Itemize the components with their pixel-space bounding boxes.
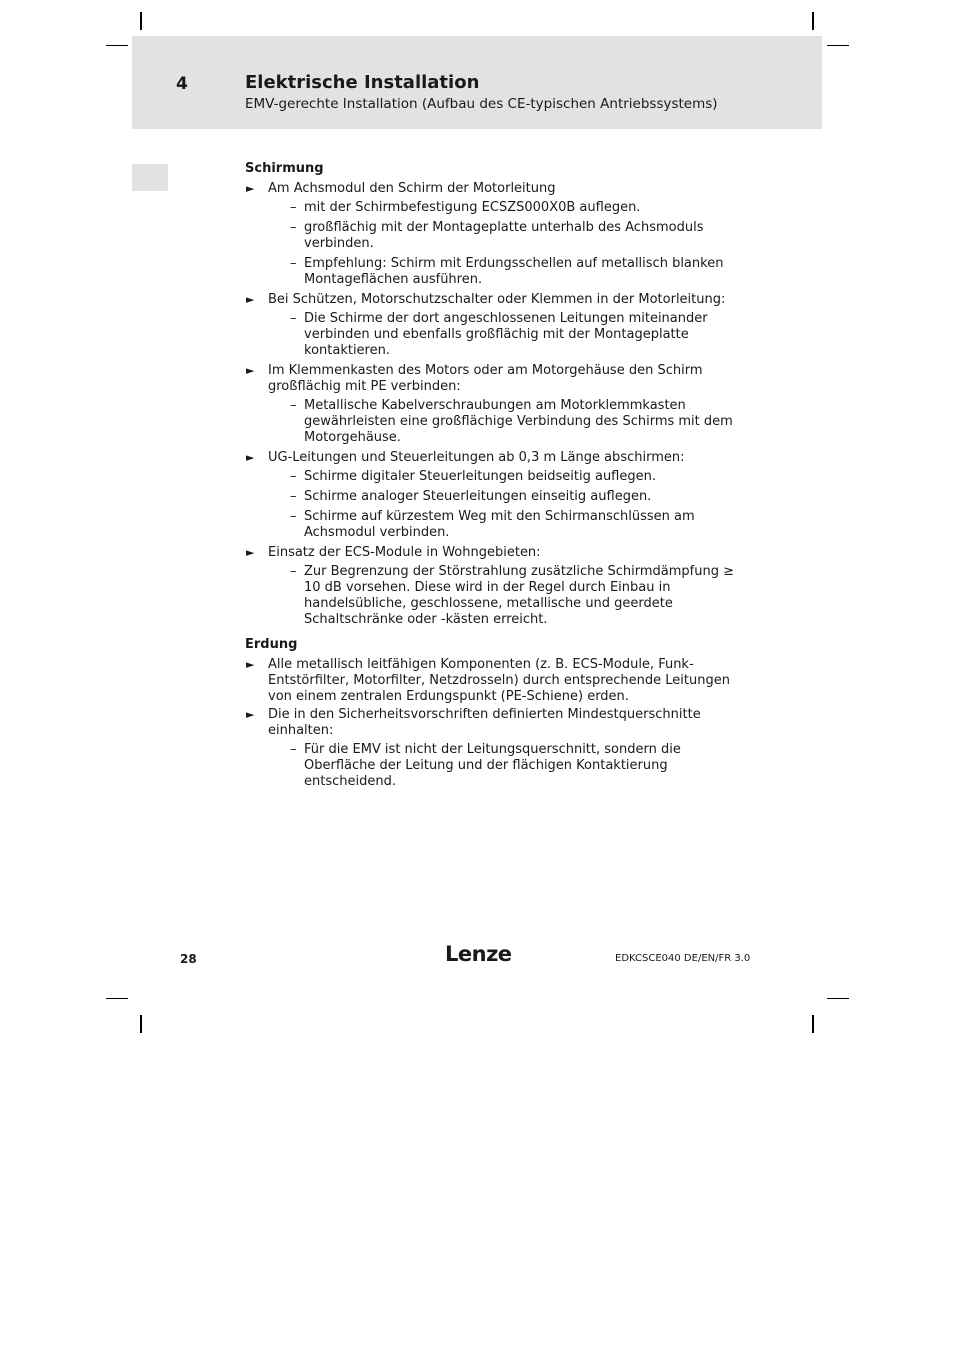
crop-mark-top-left-v: [140, 12, 142, 30]
crop-mark-top-left-h: [106, 45, 128, 46]
section-erdung: [245, 637, 740, 790]
page-content: [245, 161, 740, 794]
sub-list: [268, 200, 740, 288]
list-item: [245, 707, 740, 790]
bullet-list: [245, 181, 740, 628]
sub-list: [268, 398, 740, 446]
section-heading: Erdung: [245, 637, 298, 652]
bullet-arrow-icon: ►: [246, 658, 255, 671]
dash-icon: –: [290, 220, 297, 235]
dash-icon: –: [290, 398, 297, 413]
sub-list-item: [268, 398, 740, 446]
bullet-text: Am Achsmodul den Schirm der Motorleitung: [268, 181, 556, 196]
bullet-text: UG-Leitungen und Steuerleitungen ab 0,3 m Länge abschirmen:: [268, 450, 685, 465]
sub-item-text: Zur Begrenzung der Störstrahlung zusätzliche Schirmdämpfung ≥ 10 dB vorsehen. Diese wird in der Regel durch Einbau in handelsübliche, geschlossene, metallische und geerdete Schaltschränke oder -kästen erreicht.: [304, 564, 735, 627]
sub-item-text: Metallische Kabelverschraubungen am Motorklemmkasten gewährleisten eine großflächige Verbindung des Schirms mit dem Motorgehäuse.: [304, 398, 733, 445]
bullet-list: [245, 657, 740, 790]
list-item: [245, 181, 740, 288]
crop-mark-bottom-right-h: [827, 998, 849, 999]
sub-item-text: Die Schirme der dort angeschlossenen Leitungen miteinander verbinden und ebenfalls großflächig mit der Montageplatte kontaktieren.: [304, 311, 708, 358]
bullet-arrow-icon: ►: [246, 364, 255, 377]
list-item: [245, 292, 740, 359]
bullet-arrow-icon: ►: [246, 708, 255, 721]
sub-list-item: [268, 311, 740, 359]
crop-mark-bottom-right-v: [812, 1015, 814, 1033]
dash-icon: –: [290, 256, 297, 271]
list-item: [245, 450, 740, 541]
document-code: EDKCSCE040 DE/EN/FR 3.0: [615, 953, 751, 964]
sub-list-item: [268, 200, 740, 216]
sub-list: [268, 564, 740, 628]
sub-item-text: Schirme analoger Steuerleitungen einseitig auflegen.: [304, 489, 652, 504]
bullet-arrow-icon: ►: [246, 546, 255, 559]
sub-item-text: Empfehlung: Schirm mit Erdungsschellen auf metallisch blanken Montageflächen ausführen.: [304, 256, 724, 287]
sub-item-text: mit der Schirmbefestigung ECSZS000X0B auflegen.: [304, 200, 641, 215]
dash-icon: –: [290, 200, 297, 215]
sub-list: [268, 311, 740, 359]
list-item: [245, 363, 740, 446]
section-heading: Schirmung: [245, 161, 324, 176]
chapter-title: Elektrische Installation: [245, 72, 480, 93]
sub-item-text: Schirme digitaler Steuerleitungen beidseitig auflegen.: [304, 469, 656, 484]
bullet-text: Die in den Sicherheitsvorschriften definierten Mindestquerschnitte einhalten:: [268, 707, 701, 738]
sub-list-item: [268, 256, 740, 288]
sub-list-item: [268, 220, 740, 252]
bullet-text: Alle metallisch leitfähigen Komponenten (z. B. ECS-Module, Funk-Entstörfilter, Motorfilter, Netzdrosseln) durch entsprechende Leitungen von einem zentralen Erdungspunkt (PE-Schiene) erden.: [268, 657, 730, 704]
section-schirmung: [245, 161, 740, 628]
list-item: [245, 657, 740, 705]
crop-mark-top-right-v: [812, 12, 814, 30]
dash-icon: –: [290, 469, 297, 484]
dash-icon: –: [290, 742, 297, 757]
bullet-text: Einsatz der ECS-Module in Wohngebieten:: [268, 545, 541, 560]
sub-item-text: Schirme auf kürzestem Weg mit den Schirmanschlüssen am Achsmodul verbinden.: [304, 509, 695, 540]
bullet-text: Bei Schützen, Motorschutzschalter oder Klemmen in der Motorleitung:: [268, 292, 726, 307]
sub-list-item: [268, 489, 740, 505]
chapter-number: 4: [176, 74, 188, 94]
sub-item-text: großflächig mit der Montageplatte unterhalb des Achsmoduls verbinden.: [304, 220, 704, 251]
sub-list: [268, 469, 740, 541]
sub-list-item: [268, 469, 740, 485]
sub-item-text: Für die EMV ist nicht der Leitungsquerschnitt, sondern die Oberfläche der Leitung und der flächigen Kontaktierung entscheidend.: [304, 742, 681, 789]
bullet-arrow-icon: ►: [246, 182, 255, 195]
dash-icon: –: [290, 509, 297, 524]
crop-mark-top-right-h: [827, 45, 849, 46]
dash-icon: –: [290, 564, 297, 579]
chapter-subtitle: EMV-gerechte Installation (Aufbau des CE-typischen Antriebssystems): [245, 96, 718, 112]
sub-list-item: [268, 509, 740, 541]
sub-list: [268, 742, 740, 790]
bullet-text: Im Klemmenkasten des Motors oder am Motorgehäuse den Schirm großflächig mit PE verbinden:: [268, 363, 703, 394]
bullet-arrow-icon: ►: [246, 293, 255, 306]
side-tab-marker: [132, 164, 168, 191]
list-item: [245, 545, 740, 628]
sub-list-item: [268, 564, 740, 628]
bullet-arrow-icon: ►: [246, 451, 255, 464]
crop-mark-bottom-left-h: [106, 998, 128, 999]
dash-icon: –: [290, 311, 297, 326]
sub-list-item: [268, 742, 740, 790]
dash-icon: –: [290, 489, 297, 504]
page-number: 28: [180, 952, 197, 966]
crop-mark-bottom-left-v: [140, 1015, 142, 1033]
lenze-logo: Lenze: [445, 942, 512, 966]
